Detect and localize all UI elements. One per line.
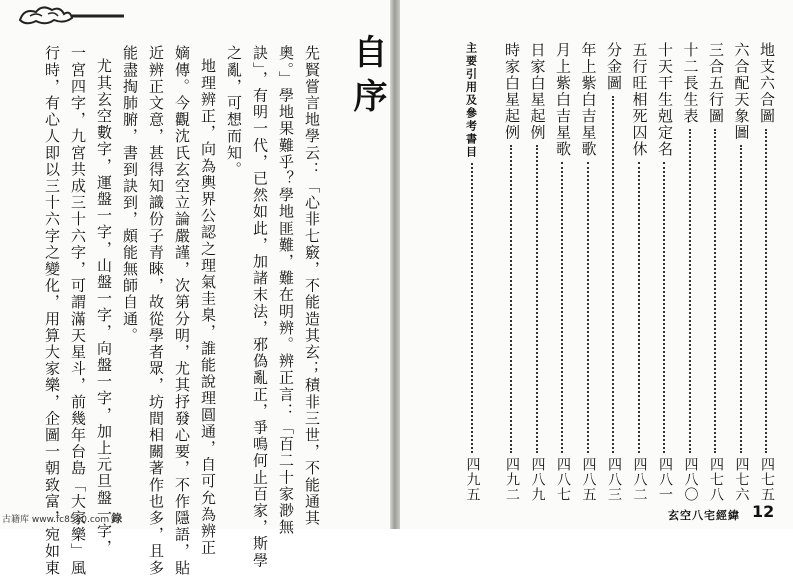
preface-column-11: 行時，有心人即以三十六字之變化，用算大家樂，企圖一朝致富，宛如東: [43, 45, 61, 576]
preface-column-10: 一宮四字，九宮共成三十六字，可謂滿天星斗，前幾年台島「大家樂」風: [69, 45, 87, 576]
toc-entry-title: 日家白星起例: [528, 42, 547, 141]
toc-entry-page: 四九五: [464, 457, 481, 502]
left-page-footer: [2, 510, 122, 526]
cloud-ornament-icon: [16, 2, 126, 28]
toc-entry-page: 四七六: [733, 457, 750, 502]
preface-column-3: 訣」，有明一代，已然如此，加諸末法，邪偽亂正，爭鳴何止百家，斯學: [251, 45, 269, 569]
toc-leader-dots: [510, 145, 512, 453]
toc-entry: [528, 42, 546, 502]
toc-entry-title: 五行旺相死囚休: [630, 42, 649, 158]
toc-entry: [463, 42, 481, 502]
toc-entry: [706, 42, 724, 502]
toc-entry: [681, 42, 699, 502]
toc-entry-page: 四七五: [759, 457, 775, 502]
toc-leader-dots: [663, 162, 665, 453]
preface-column-5: 地理辨正，向為輿界公認之理氣圭臬，誰能說理圓通，自可允為辨正: [199, 58, 217, 556]
toc-entry-title: 主要引用及參考書目: [464, 42, 478, 159]
preface-column-2: 奧。」學地果難乎？學地匪難，難在明辨。辨正言：「百二十家渺無: [277, 45, 295, 536]
toc-entry-title: 三合五行圖: [707, 42, 725, 125]
toc-leader-dots: [765, 129, 767, 453]
toc-leader-dots: [587, 162, 589, 453]
toc-entry-page: 四七八: [708, 457, 724, 502]
toc-leader-dots: [740, 145, 742, 453]
footer-mark: 錄: [111, 512, 123, 525]
toc-entry-title: 地支六合圖: [758, 42, 776, 125]
toc-entry-title: 分金圖: [605, 42, 623, 92]
toc-entry: [502, 42, 520, 502]
toc-entry: [553, 42, 571, 502]
toc-leader-dots: [561, 162, 563, 453]
toc-leader-dots: [638, 162, 640, 453]
toc-leader-dots: [536, 145, 538, 453]
toc-entry-page: 四九二: [504, 457, 520, 502]
preface-column-1: 先賢嘗言地學云：「心非七竅，不能造其玄；積非三世，不能通其: [303, 45, 321, 527]
toc-entry: [604, 42, 622, 502]
page-number: 12: [752, 502, 775, 521]
preface-column-6: 嫡傳。今觀沈氏玄空立論嚴謹，次第分明，尤其抒發心要，不作隱語，貼: [173, 45, 191, 576]
toc-entry-title: 時家白星起例: [503, 42, 521, 141]
toc-entry: [757, 42, 775, 502]
preface-column-9: 尤其玄空數字，運盤一字，山盤一字，向盤一字，加上元旦盤一字，: [95, 58, 113, 556]
toc-entry-title: 年上紫白吉星歌: [579, 42, 598, 158]
toc-entry-page: 四八一: [657, 457, 673, 502]
watermark-text: 古籍库 www.fc8520.com: [2, 515, 110, 525]
toc-entry: [655, 42, 673, 502]
toc-entry-title: 十二長生表: [681, 42, 700, 125]
preface-heading: 自序: [347, 34, 387, 122]
left-page: [0, 0, 392, 576]
toc-entry-page: 四八二: [631, 457, 648, 502]
toc-entry-title: 十天干生剋定名: [656, 42, 674, 158]
preface-column-4: 之亂，可想而知。: [225, 45, 243, 178]
toc-entry: [732, 42, 750, 502]
toc-leader-dots: [612, 96, 614, 453]
toc-entry-page: 四八三: [606, 457, 622, 502]
toc-entry-title: 六合配天象圖: [732, 42, 751, 141]
running-title: 玄空八宅經緯: [668, 509, 740, 522]
toc-leader-dots: [471, 163, 473, 453]
toc-entry-page: 四八九: [529, 457, 546, 502]
preface-column-7: 近辨正文意，甚得知識份子青睞，故從學者眾，坊間相關著作也多，且多: [147, 45, 165, 576]
preface-column-8: 能盡掏肺腑，書到訣到，頗能無師自通。: [121, 45, 139, 344]
toc-leader-dots: [689, 129, 691, 453]
toc-leader-dots: [714, 129, 716, 453]
toc-entry: [630, 42, 648, 502]
toc-entry-page: 四八〇: [682, 457, 699, 502]
toc-entry-page: 四八七: [555, 457, 571, 502]
toc-entry-title: 月上紫白吉星歌: [554, 42, 572, 158]
toc-entry: [579, 42, 597, 502]
toc-entry-page: 四八五: [580, 457, 597, 502]
